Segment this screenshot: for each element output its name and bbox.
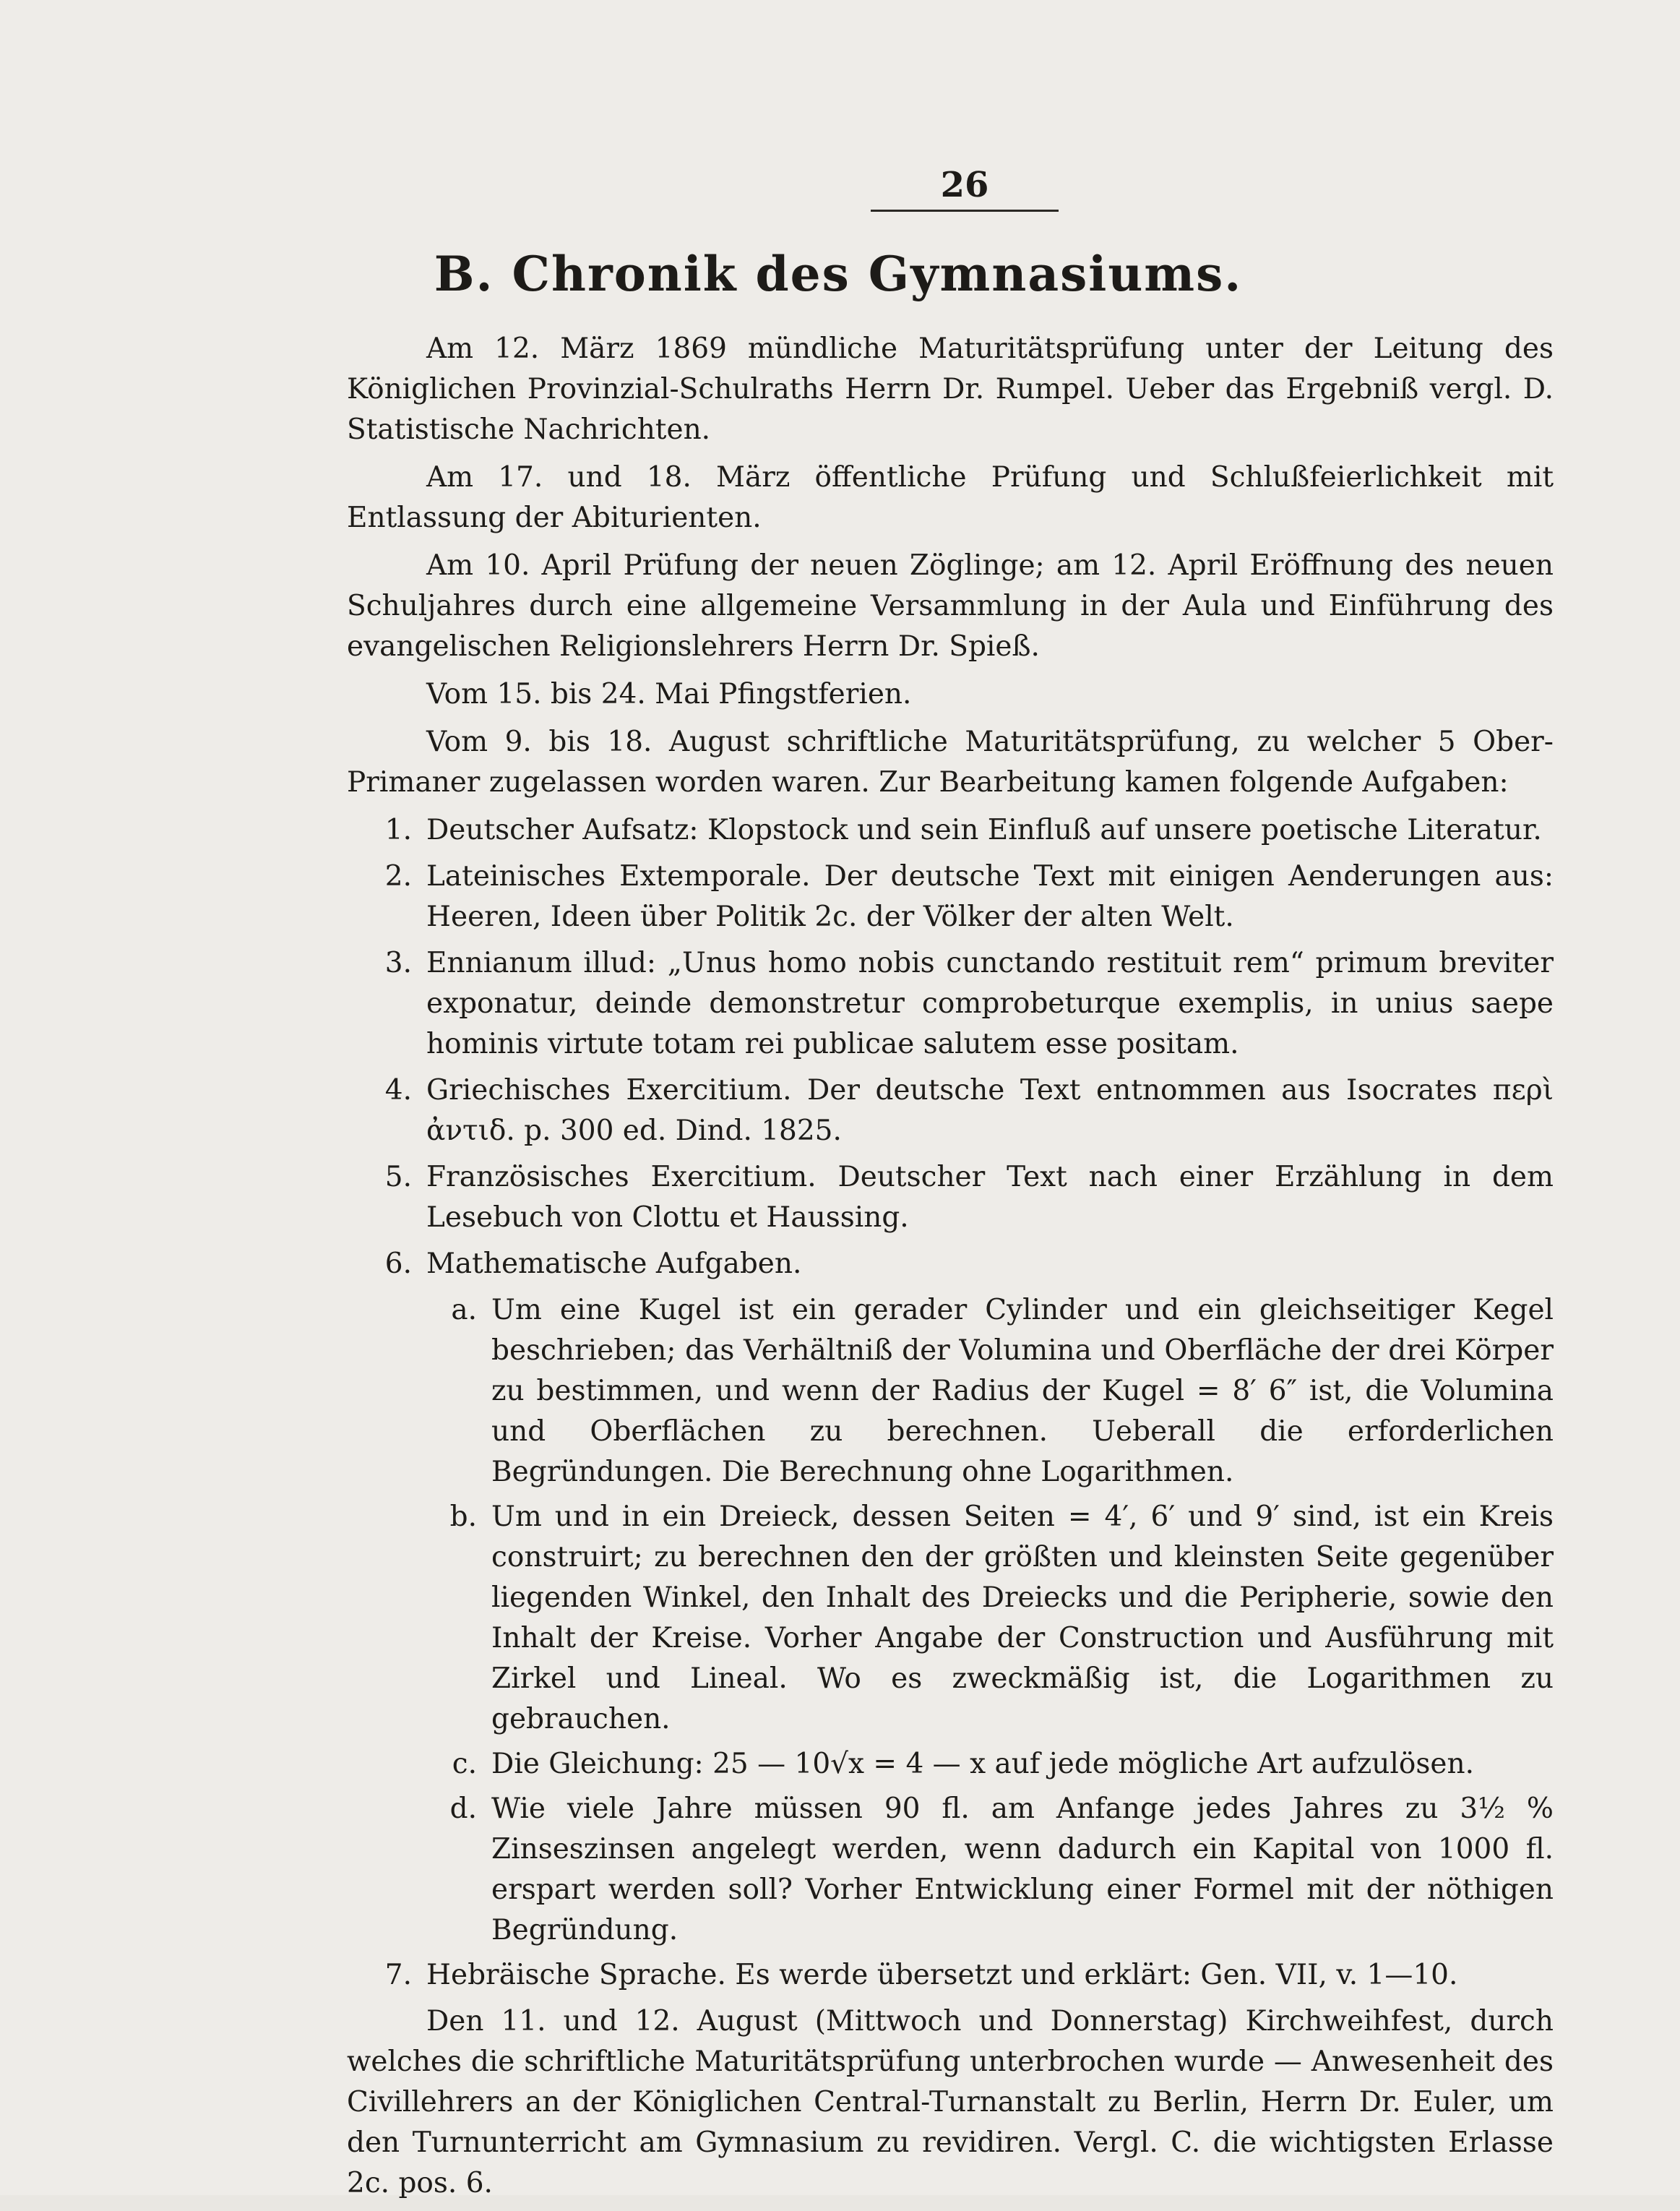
task-item — [347, 810, 1554, 851]
subtask-letter: c. — [452, 1748, 477, 1780]
paragraph-kirchweihfest: Den 11. und 12. August (Mittwoch und Donnerstag) Kirchweihfest, durch welches die schriftliche Maturitätsprüfung unterbrochen wurde — Anwesenheit des Civillehrers an der Königlichen Central-Turnanstalt zu Berlin, Herrn Dr. Euler, um den Turnunterricht am Gymnasium zu revidiren. Vergl. C. die wichtigsten Erlasse 2c. pos. 6. — [347, 2005, 1554, 2199]
paragraph-april-opening: Am 10. April Prüfung der neuen Zöglinge; am 12. April Eröffnung des neuen Schuljahres durch eine allgemeine Versammlung in der Aula und Einführung des evangelischen Religionslehrers Herrn Dr. Spieß. — [347, 549, 1554, 663]
task-item — [347, 943, 1554, 1065]
task-number: 2. — [384, 860, 412, 893]
task-text: Hebräische Sprache. Es werde übersetzt und erklärt: Gen. VII, v. 1—10. — [426, 1959, 1458, 1991]
task-item — [347, 1244, 1554, 1284]
subtask-letter: a. — [451, 1294, 477, 1326]
math-subtask — [426, 1744, 1554, 1785]
paragraph-pentecost-holidays: Vom 15. bis 24. Mai Pfingstferien. — [426, 678, 912, 710]
task-number: 4. — [384, 1074, 412, 1107]
paragraph-written-exam: Vom 9. bis 18. August schriftliche Maturitätsprüfung, zu welcher 5 Ober-Primaner zugelassen worden waren. Zur Bearbeitung kamen folgende Aufgaben: — [347, 726, 1554, 799]
task-item — [347, 857, 1554, 937]
subtask-text: Um eine Kugel ist ein gerader Cylinder und ein gleichseitiger Kegel beschrieben; das Verhältniß der Volumina und Oberfläche der drei Körper zu bestimmen, und wenn der Radius der Kugel = 8′ 6″ ist, die Volumina und Oberflächen zu berechnen. Ueberall die erforderlichen Begründungen. Die Berechnung ohne Logarithmen. — [491, 1294, 1554, 1488]
subtask-letter: b. — [449, 1501, 477, 1533]
task-number: 6. — [384, 1248, 412, 1280]
math-subtask — [426, 1497, 1554, 1740]
task-text: Griechisches Exercitium. Der deutsche Text entnommen aus Isocrates περὶ ἀντιδ. p. 300 ed. Dind. 1825. — [426, 1074, 1554, 1147]
page-number: 26 — [940, 165, 989, 205]
task-number: 7. — [384, 1959, 412, 1991]
section-heading: B. Chronik des Gymnasiums. — [434, 246, 1243, 302]
paragraph-maturity-march: Am 12. März 1869 mündliche Maturitätsprüfung unter der Leitung des Königlichen Provinzial-Schulraths Herrn Dr. Rumpel. Ueber das Ergebniß vergl. D. Statistische Nachrichten. — [347, 332, 1554, 446]
task-number: 3. — [384, 947, 412, 979]
task-text: Lateinisches Extemporale. Der deutsche Text mit einigen Aenderungen aus: Heeren, Ideen über Politik 2c. der Völker der alten Welt. — [426, 860, 1554, 933]
subtask-text: Um und in ein Dreieck, dessen Seiten = 4′, 6′ und 9′ sind, ist ein Kreis construirt; zu berechnen den der größten und kleinsten Seite gegenüber liegenden Winkel, den Inhalt des Dreiecks und die Peripherie, sowie den Inhalt der Kreise. Vorher Angabe der Construction und Ausführung mit Zirkel und Lineal. Wo es zweckmäßig ist, die Logarithmen zu gebrauchen. — [491, 1501, 1554, 1735]
subtask-text: Wie viele Jahre müssen 90 fl. am Anfange jedes Jahres zu 3½ % Zinseszinsen angelegt werden, wenn dadurch ein Kapital von 1000 fl. erspart werden soll? Vorher Entwicklung einer Formel mit der nöthigen Begründung. — [491, 1793, 1554, 1946]
math-subtask — [426, 1789, 1554, 1951]
chronicle-body — [347, 329, 1554, 2211]
paragraph-public-exam: Am 17. und 18. März öffentliche Prüfung und Schlußfeierlichkeit mit Entlassung der Abiturienten. — [347, 461, 1554, 534]
task-number: 1. — [384, 814, 412, 846]
task-text: Ennianum illud: „Unus homo nobis cunctando restituit rem“ primum breviter exponatur, deinde demonstretur comprobeturque exemplis, in unius saepe hominis virtute totam rei publicae salutem esse positam. — [426, 947, 1554, 1060]
math-subtask — [426, 1290, 1554, 1493]
task-item — [347, 1955, 1554, 1996]
task-number: 5. — [384, 1161, 412, 1193]
subtask-letter: d. — [449, 1793, 477, 1825]
task-text: Deutscher Aufsatz: Klopstock und sein Einfluß auf unsere poetische Literatur. — [426, 814, 1542, 846]
task-text: Französisches Exercitium. Deutscher Text nach einer Erzählung in dem Lesebuch von Clottu et Haussing. — [426, 1161, 1554, 1234]
page-number-rule — [871, 210, 1059, 212]
task-text: Mathematische Aufgaben. — [426, 1248, 802, 1280]
task-item — [347, 1157, 1554, 1238]
task-item — [347, 1070, 1554, 1151]
subtask-text: Die Gleichung: 25 — 10√x = 4 — x auf jede mögliche Art aufzulösen. — [491, 1748, 1474, 1780]
